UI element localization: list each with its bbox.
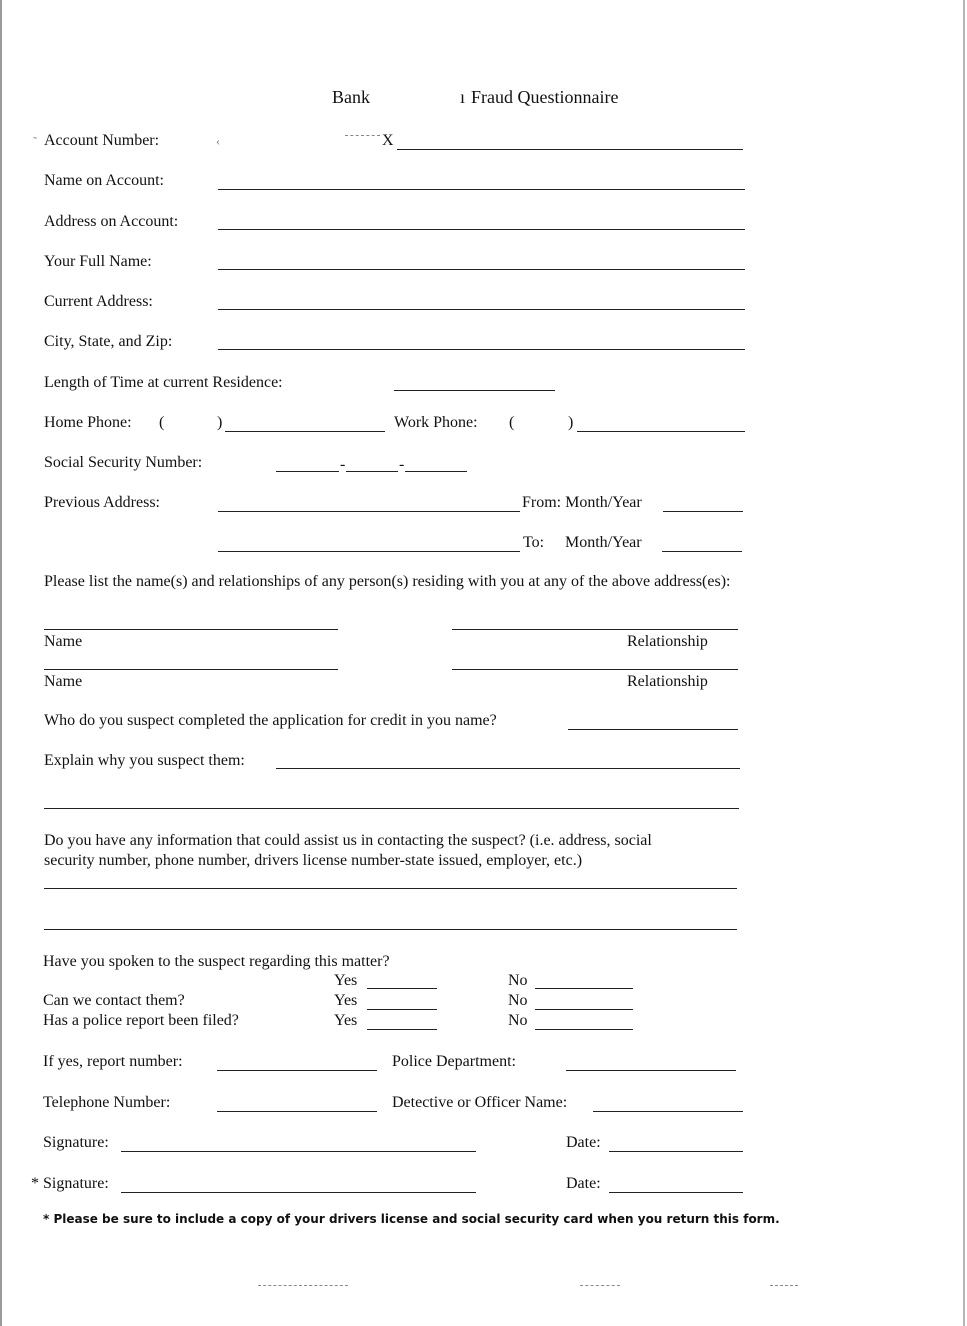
to-label: To: bbox=[523, 534, 545, 551]
suspect-explain-label: Explain why you suspect them: bbox=[44, 752, 245, 769]
scan-mark: ˜ bbox=[33, 134, 37, 148]
resident-name-field-1[interactable] bbox=[44, 629, 338, 630]
ssn-label: Social Security Number: bbox=[44, 454, 203, 471]
suspect-info-field-2[interactable] bbox=[44, 929, 737, 930]
length-of-time-label: Length of Time at current Residence: bbox=[44, 374, 283, 391]
home-phone-label: Home Phone: bbox=[44, 414, 132, 431]
work-phone-paren-close: ) bbox=[568, 414, 574, 431]
suspect-info-field-1[interactable] bbox=[44, 888, 737, 889]
resident-relationship-label-2: Relationship bbox=[627, 673, 708, 690]
ssn-field-part-1[interactable] bbox=[276, 471, 339, 472]
police-report-label: Has a police report been filed? bbox=[43, 1012, 239, 1029]
police-report-no-field[interactable] bbox=[535, 1029, 633, 1030]
to-month-year-field[interactable] bbox=[662, 551, 742, 552]
city-state-zip-label: City, State, and Zip: bbox=[44, 333, 173, 350]
signature-field-2[interactable] bbox=[121, 1192, 476, 1193]
title-bank: Bank bbox=[332, 87, 370, 107]
resident-relationship-field-2[interactable] bbox=[452, 669, 738, 670]
current-address-field[interactable] bbox=[218, 309, 745, 310]
resident-relationship-field-1[interactable] bbox=[452, 629, 738, 630]
contact-yes-label: Yes bbox=[334, 992, 358, 1009]
police-report-yes-label: Yes bbox=[334, 1012, 358, 1029]
contact-yes-field[interactable] bbox=[367, 1009, 437, 1010]
spoken-no-label: No bbox=[508, 972, 528, 989]
residents-prompt: Please list the name(s) and relationships of any person(s) residing with you at any of the above address(es): bbox=[44, 573, 731, 590]
scan-dash bbox=[770, 1285, 798, 1286]
length-of-time-field[interactable] bbox=[394, 390, 555, 391]
title-fraud-questionnaire: Fraud Questionnaire bbox=[471, 87, 619, 107]
resident-name-label-2: Name bbox=[44, 673, 83, 690]
suspect-explain-field-2[interactable] bbox=[44, 808, 739, 809]
telephone-number-field[interactable] bbox=[217, 1111, 377, 1112]
spoken-yes-label: Yes bbox=[334, 972, 358, 989]
address-on-account-label: Address on Account: bbox=[44, 213, 179, 230]
police-department-field[interactable] bbox=[566, 1070, 736, 1071]
signature-field-1[interactable] bbox=[121, 1151, 476, 1152]
resident-name-field-2[interactable] bbox=[44, 669, 338, 670]
suspect-explain-field-1[interactable] bbox=[276, 768, 740, 769]
suspect-who-field[interactable] bbox=[568, 729, 738, 730]
scan-mark: ‹ bbox=[216, 134, 220, 148]
ssn-separator: - bbox=[340, 456, 346, 473]
scan-dash bbox=[580, 1285, 620, 1286]
previous-address-field-2[interactable] bbox=[218, 551, 520, 552]
suspect-who-label: Who do you suspect completed the application for credit in you name? bbox=[44, 712, 497, 729]
title-fragment: ı bbox=[460, 87, 466, 107]
work-phone-label: Work Phone: bbox=[394, 414, 478, 431]
footnote: * Please be sure to include a copy of your drivers license and social security card when you return this form. bbox=[43, 1212, 780, 1226]
report-number-label: If yes, report number: bbox=[43, 1053, 183, 1070]
ssn-separator: - bbox=[399, 456, 405, 473]
date-label-2: Date: bbox=[566, 1175, 601, 1192]
from-month-year-label: From: Month/Year bbox=[522, 494, 642, 511]
date-field-2[interactable] bbox=[609, 1192, 743, 1193]
resident-name-label-1: Name bbox=[44, 633, 83, 650]
report-number-field[interactable] bbox=[217, 1070, 377, 1071]
telephone-number-label: Telephone Number: bbox=[43, 1094, 171, 1111]
ssn-field-part-3[interactable] bbox=[405, 471, 467, 472]
spoken-yes-field[interactable] bbox=[367, 988, 437, 989]
home-phone-paren-open: ( bbox=[159, 414, 165, 431]
address-on-account-field[interactable] bbox=[218, 229, 745, 230]
suspect-info-line-1: Do you have any information that could assist us in contacting the suspect? (i.e. address, social bbox=[44, 832, 652, 849]
name-on-account-field[interactable] bbox=[218, 189, 745, 190]
scan-dash bbox=[345, 135, 380, 136]
contact-them-label: Can we contact them? bbox=[43, 992, 185, 1009]
full-name-label: Your Full Name: bbox=[44, 253, 152, 270]
account-number-field[interactable] bbox=[397, 149, 743, 150]
account-number-prefix: X bbox=[382, 132, 394, 149]
suspect-info-line-2: security number, phone number, drivers license number-state issued, employer, etc.) bbox=[44, 852, 583, 869]
detective-officer-field[interactable] bbox=[593, 1111, 743, 1112]
signature-label-2: Signature: bbox=[43, 1175, 109, 1192]
previous-address-field-1[interactable] bbox=[218, 511, 520, 512]
signature-label-1: Signature: bbox=[43, 1134, 109, 1151]
city-state-zip-field[interactable] bbox=[218, 349, 745, 350]
current-address-label: Current Address: bbox=[44, 293, 153, 310]
spoken-no-field[interactable] bbox=[535, 988, 633, 989]
full-name-field[interactable] bbox=[218, 269, 745, 270]
date-label-1: Date: bbox=[566, 1134, 601, 1151]
signature-star: * bbox=[31, 1175, 39, 1192]
police-department-label: Police Department: bbox=[392, 1053, 516, 1070]
contact-no-label: No bbox=[508, 992, 528, 1009]
scan-dash bbox=[258, 1285, 348, 1286]
page-edge-right bbox=[963, 0, 965, 1326]
page-edge-left bbox=[0, 0, 2, 1326]
work-phone-field[interactable] bbox=[577, 431, 745, 432]
spoken-to-suspect-label: Have you spoken to the suspect regarding this matter? bbox=[43, 953, 390, 970]
from-month-year-field[interactable] bbox=[663, 511, 743, 512]
account-number-label: Account Number: bbox=[44, 132, 160, 149]
name-on-account-label: Name on Account: bbox=[44, 172, 164, 189]
previous-address-label: Previous Address: bbox=[44, 494, 160, 511]
home-phone-paren-close: ) bbox=[217, 414, 223, 431]
police-report-no-label: No bbox=[508, 1012, 528, 1029]
detective-officer-label: Detective or Officer Name: bbox=[392, 1094, 568, 1111]
home-phone-field[interactable] bbox=[225, 431, 385, 432]
ssn-field-part-2[interactable] bbox=[346, 471, 398, 472]
to-month-year-label: Month/Year bbox=[565, 534, 642, 551]
work-phone-paren-open: ( bbox=[509, 414, 515, 431]
resident-relationship-label-1: Relationship bbox=[627, 633, 708, 650]
police-report-yes-field[interactable] bbox=[367, 1029, 437, 1030]
contact-no-field[interactable] bbox=[535, 1009, 633, 1010]
date-field-1[interactable] bbox=[609, 1151, 743, 1152]
